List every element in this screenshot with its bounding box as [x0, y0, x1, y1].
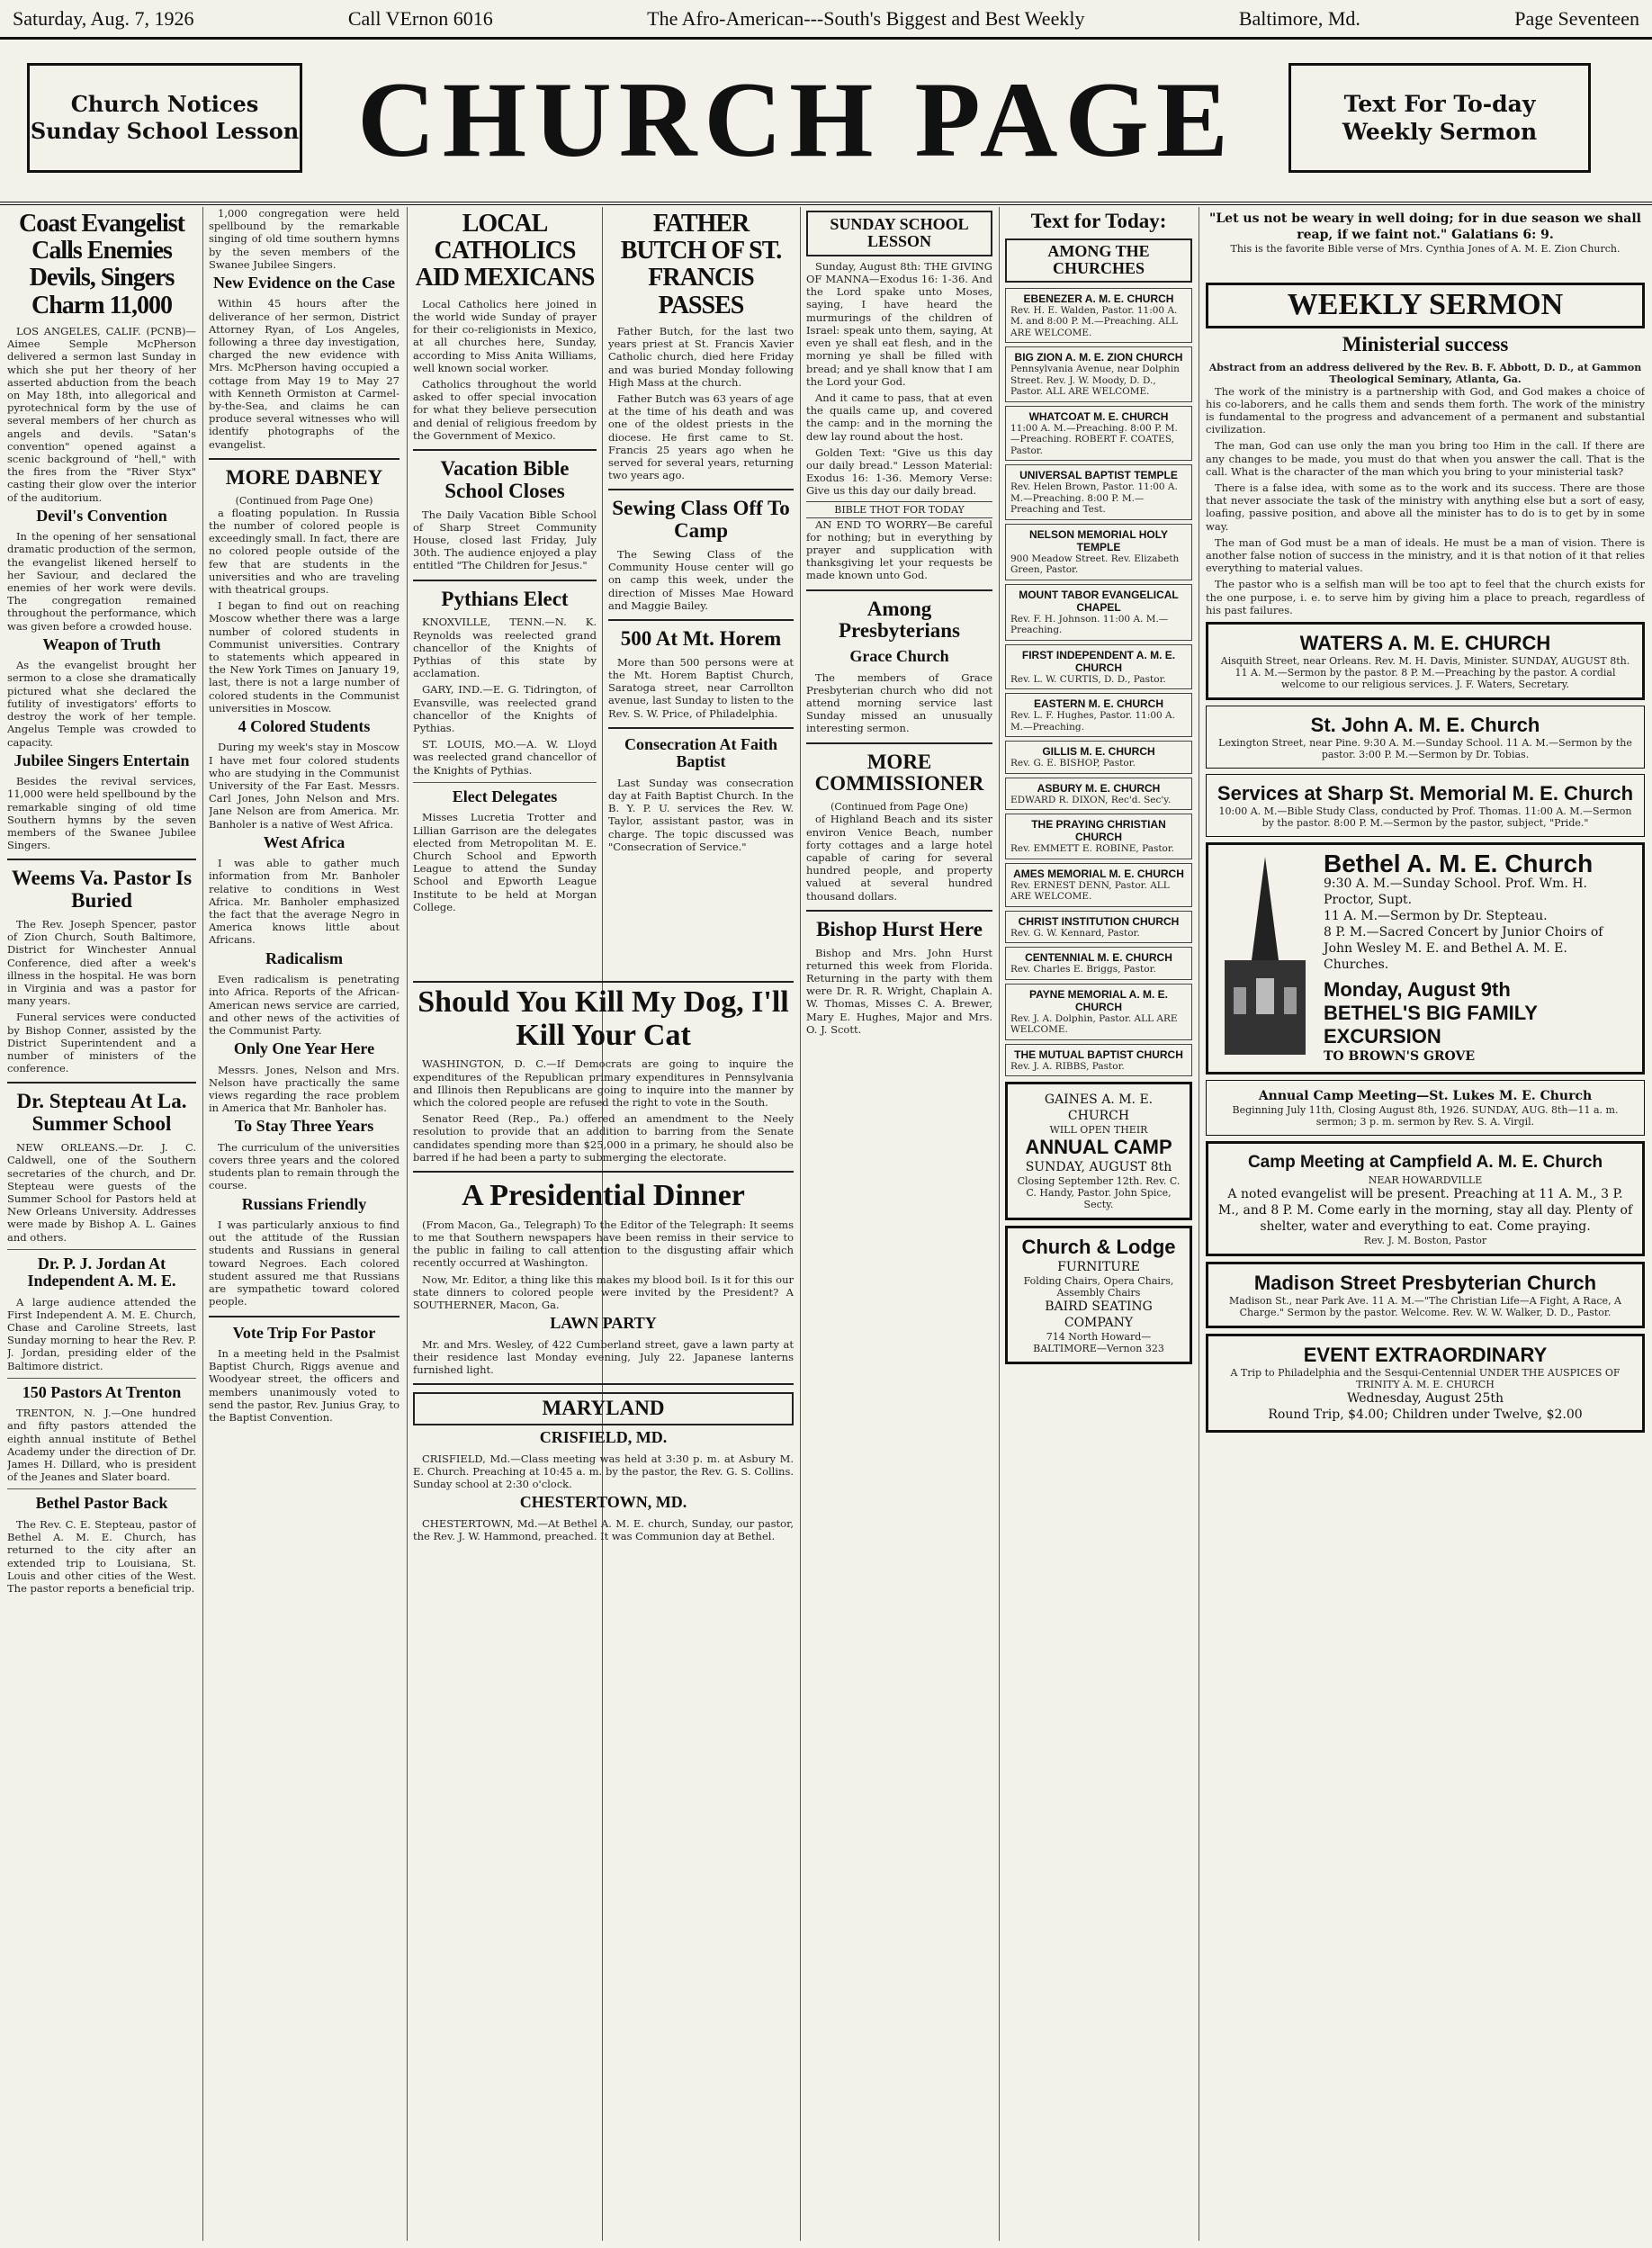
subhead: Radicalism [265, 949, 343, 967]
column-rule [202, 207, 203, 2241]
article-text: In the opening of her sensational dramatic production of the sermon, the evangelist likened herself to her Saviour, and declared the enemies of her work were devils. The congregation remained throughout the performance, which was given before a crowded house. [7, 530, 196, 633]
ad-line: Madison Street Presbyterian Church [1253, 1272, 1597, 1294]
ad-title: Camp Meeting at Campfield A. M. E. Church [1247, 1153, 1603, 1172]
ad-title: Annual Camp Meeting—St. Lukes M. E. Church [1258, 1089, 1593, 1103]
ad-line: 9:30 A. M.—Sunday School. Prof. Wm. H. Proctor, Supt. [1324, 877, 1588, 907]
column-5 [806, 207, 992, 2241]
church-services: 900 Meadow Street. Rev. Elizabeth Green, Pastor. [1010, 553, 1180, 576]
article-text: Within 45 hours after the deliverance of her sermon, District Attorney Ryan, of Los Angeles, following a three day investigation, charged the new evidence with Mrs. McPherson having occupied a cottage from May 19 to May 27 with Kenneth Ormiston at Carmel-by-the-Sea, and claims he can produce several witnesses who will identify photographs of the evangelist. [209, 297, 400, 451]
church-name: MOUNT TABOR EVANGELICAL CHAPEL [1019, 588, 1179, 614]
dateline-bar [0, 0, 1652, 40]
masthead-right-box [1288, 63, 1591, 173]
article-text: Father Butch, for the last two years priest at St. Francis Xavier Catholic church, died here Friday and was buried Monday following High Mass at the church. [608, 324, 794, 389]
article-text: Catholics throughout the world asked to offer special invocation for what they believe persecution and denial of religious freedom by the Government of Mexico. [413, 377, 597, 442]
church-services: EDWARD R. DIXON, Rec'd. Sec'y. [1010, 794, 1172, 805]
headline-mt-horem: 500 At Mt. Horem [620, 627, 782, 651]
church-services: Rev. L. F. Hughes, Pastor. 11:00 A. M.—Preaching. [1010, 710, 1175, 733]
article-text: NEW ORLEANS.—Dr. J. C. Caldwell, one of the Southern secretaries of the church, and Dr. Stepteau were guests of the Summer School for Pastors held at New Orleans University. Addresses were made by Bishop A. L. Gaines and others. [7, 1141, 196, 1244]
column-1 [7, 207, 196, 2241]
article-text: Mr. and Mrs. Wesley, of 422 Cumberland street, gave a lawn party at their residence last Monday evening, July 22. Japanese lanterns furnished light. [413, 1337, 794, 1377]
church-name: EASTERN M. E. CHURCH [1033, 697, 1163, 711]
subhead: Russians Friendly [241, 1194, 367, 1213]
subhead: CRISFIELD, MD. [539, 1428, 668, 1447]
article-text: 1,000 congregation were held spellbound by the remarkable singing of old time southern hymns by the seven members of the Swanee Jubilee Singers. [209, 207, 400, 271]
headline-bishop-hurst: Bishop Hurst Here [816, 917, 983, 940]
article-text: I was able to gather much information from Mr. Banholer relative to conditions in West Africa. Mr. Banholer emphasized the fact that the average Negro in America knows little about Africans. [209, 857, 400, 947]
ad-line: Closing September 12th. Rev. C. C. Handy, Pastor. John Spice, Secty. [1017, 1175, 1181, 1211]
church-services: Rev. J. A. Dolphin, Pastor. ALL ARE WELCOME. [1010, 1012, 1178, 1036]
headline-pythians: Pythians Elect [441, 587, 569, 610]
church-listing [1005, 741, 1192, 774]
article-text: As the evangelist brought her sermon to a close she dramatically pictured what she declared the futility of investigators' efforts to destroy the work of her temple. Angelus Temple was crowded to capacity. [7, 659, 196, 749]
article-text: of Highland Beach and its sister environ Venice Beach, number forty cottages and a large hotel capable of caring for several hundred people, and property valued at several hundred thousand dollars. [806, 813, 992, 903]
article-text: a floating population. In Russia the number of colored people is exceedingly small. In fact, there are no colored people outside of the few that are students in the universities and who are traveling with theatrical groups. [209, 506, 400, 596]
headline-more-commissioner: MORE COMMISSIONER [814, 750, 984, 796]
article-text: KNOXVILLE, TENN.—N. K. Reynolds was reelected grand chancellor of the Knights of Pythias of this state by acclamation. [413, 616, 597, 680]
text-for-today-head: Text for Today: [1030, 210, 1167, 232]
divider [7, 1378, 196, 1379]
church-services: Rev. H. E. Walden, Pastor. 11:00 A. M. and 8:00 P. M.—Preaching. ALL ARE WELCOME. [1010, 304, 1178, 338]
subhead: Jubilee Singers Entertain [13, 751, 190, 769]
headline-local-catholics: LOCAL CATHOLICS AID MEXICANS [415, 210, 595, 292]
divider [413, 580, 597, 581]
text-for-today-box [1206, 211, 1645, 274]
sermon-text: The man, God can use only the man you bring too Him in the call. If there are any changes to be made, you must do that when you answer the call. That is the call. What is the character of the man which you bring to your ministerial task? [1206, 439, 1645, 478]
ad-line: 8 P. M.—Sacred Concert by Junior Choirs of John Wesley M. E. and Bethel A. M. E. Churches. [1324, 925, 1603, 972]
ad-line: 10:00 A. M.—Bible Study Class, conducted by Prof. Thomas. 11:00 A. M.—Sermon by the pastor. 8:00 P. M.—Sermon by the pastor, subject, "Pride." [1218, 805, 1632, 829]
divider [7, 1249, 196, 1250]
subhead: Only One Year Here [233, 1039, 375, 1058]
divider [608, 619, 794, 621]
headline-faith-baptist: Consecration At Faith Baptist [624, 734, 777, 771]
article-text: I began to find out on reaching Moscow whether there was a large number of colored students in Communist universities. Contrary to statements which appeared in the New York Times on January 19, last, there is not a large number of colored students in the Communist universities in Moscow. [209, 599, 400, 715]
ad-line: Lexington Street, near Pine. 9:30 A. M.—Sunday School. 11 A. M.—Sermon by the pastor. 3:00 P. M.—Sermon by Dr. Tobias. [1218, 737, 1632, 760]
column-6 [1005, 207, 1192, 2241]
ad-title: Bethel A. M. E. Church [1324, 850, 1594, 877]
divider [7, 1082, 196, 1084]
left-box-line: Sunday School Lesson [30, 118, 300, 144]
church-name: NELSON MEMORIAL HOLY TEMPLE [1028, 527, 1168, 553]
church-services: Rev. G. E. BISHOP, Pastor. [1010, 758, 1136, 769]
ad-line: 714 North Howard—BALTIMORE—Vernon 323 [1033, 1331, 1164, 1355]
article-text: CRISFIELD, Md.—Class meeting was held at 3:30 p. m. at Asbury M. E. Church. Preaching at 10:45 a. m. by the pastor, the Rev. G. S. Collins. Sunday school at 2:30 o'clock. [413, 1452, 794, 1490]
left-box-line: Church Notices [70, 91, 259, 117]
text-quote: "Let us not be weary in well doing; for in due season we shall reap, if we faint not." Galatians 6: 9. [1209, 211, 1641, 242]
st-lukes-ad [1206, 1080, 1645, 1136]
article-text: Funeral services were conducted by Bishop Conner, assisted by the District Superintendent and a number of ministers of the conference. [7, 1011, 196, 1075]
article-text: And it came to pass, that at even the quails came up, and covered the camp: and in the morning the dew lay round about the host. [806, 391, 992, 443]
center-spread [413, 981, 794, 2243]
article-text: AN END TO WORRY—Be careful for nothing; but in everything by prayer and supplication with thanksgiving let your requests be made known unto God. [806, 517, 992, 582]
headline-kill-my-dog: Should You Kill My Dog, I'll Kill Your Cat [417, 985, 789, 1052]
ad-line: 11 A. M.—Sermon by Dr. Stepteau. [1324, 909, 1548, 923]
article-text: In a meeting held in the Psalmist Baptist Church, Riggs avenue and Woodyear street, the officers and members unanimously voted to send the pastor, Rev. Junius Gray, to the Baptist Convention. [209, 1346, 400, 1424]
article-text: Messrs. Jones, Nelson and Mrs. Nelson have practically the same views regarding the race problem in America that Mr. Banholer has. [209, 1063, 400, 1115]
church-listing [1005, 778, 1192, 811]
headline-more-dabney: MORE DABNEY [225, 465, 383, 489]
ad-title: ANNUAL CAMP [1025, 1136, 1172, 1159]
gaines-camp-ad [1005, 1082, 1192, 1220]
divider [806, 589, 992, 591]
article-text: During my week's stay in Moscow I have met four colored students who are studying in the Communist University of the Far East. Messrs. Carl Jones, John Nelson and Mrs. Jane Nelson are from America. Mr. Banholer is a native of West Africa. [209, 741, 400, 831]
phone-number: Call VErnon 6016 [347, 6, 493, 30]
ad-line: SUNDAY, AUGUST 8th [1025, 1160, 1172, 1175]
divider [7, 859, 196, 860]
church-name: THE PRAYING CHRISTIAN CHURCH [1031, 818, 1166, 844]
sermon-subhead: Ministerial success [1342, 332, 1509, 355]
column-rule [407, 207, 408, 2241]
divider [608, 489, 794, 490]
divider [608, 727, 794, 729]
subhead: CHESTERTOWN, MD. [519, 1493, 687, 1512]
article-text: The members of Grace Presbyterian church who did not attend morning service last Sunday missed an unusually interesting sermon. [806, 670, 992, 735]
divider [413, 449, 597, 451]
church-services: 11:00 A. M.—Preaching. 8:00 P. M.—Preaching. ROBERT F. COATES, Pastor. [1010, 422, 1178, 456]
church-name: WHATCOAT M. E. CHURCH [1028, 409, 1169, 423]
headline-trenton: 150 Pastors At Trenton [22, 1382, 182, 1401]
article-text: Last Sunday was consecration day at Faith Baptist Church. In the B. Y. P. U. services the Rev. W. Taylor, assistant pastor, was in charge. The topic discussed was "Consecration of Service." [608, 776, 794, 853]
madison-church-ad [1206, 1262, 1645, 1328]
issue-date: Saturday, Aug. 7, 1926 [13, 6, 194, 30]
headline-bethel-pastor: Bethel Pastor Back [35, 1494, 168, 1513]
page-title: CHURCH PAGE [357, 59, 1235, 179]
ad-line: A Trip to Philadelphia and the Sesqui-Centennial UNDER THE AUSPICES OF TRINITY A. M. E. CHURCH [1230, 1367, 1621, 1390]
church-name: THE MUTUAL BAPTIST CHURCH [1014, 1048, 1183, 1061]
column-7 [1206, 279, 1645, 2241]
article-text: Father Butch was 63 years of age at the time of his death and was one of the oldest priests in the diocese. He first came to St. Francis 25 years ago when he served for several years, returning two years ago. [608, 391, 794, 482]
headline-father-butch: FATHER BUTCH OF ST. FRANCIS PASSES [620, 210, 782, 319]
article-text: Bishop and Mrs. John Hurst returned this week from Florida. Returning in the party with them were Dr. R. R. Wright, Chaplain A. W. Thomas, Misses C. A. Brewer, Mary E. Hughes, Major and Mrs. O. J. Scott. [806, 946, 992, 1036]
ad-line: Round Trip, $4.00; Children under Twelve, $2.00 [1268, 1407, 1583, 1422]
ad-line: Rev. J. M. Boston, Pastor [1363, 1235, 1487, 1246]
church-listing [1005, 288, 1192, 344]
church-listing [1005, 346, 1192, 402]
church-services: Rev. Charles E. Briggs, Pastor. [1010, 964, 1156, 976]
church-name: GILLIS M. E. CHURCH [1042, 745, 1155, 759]
headline-weekly-sermon: WEEKLY SERMON [1206, 283, 1645, 328]
church-listing [1005, 464, 1192, 520]
ad-line: Madison St., near Park Ave. 11 A. M.—"The Christian Life—A Fight, A Race, A Charge." Sermon by the pastor. Welcome. Rev. W. W. Walker, D. D., Pastor. [1228, 1295, 1622, 1318]
article-text: Besides the revival services, 11,000 were held spellbound by the remarkable singing of old time Southern hymns by the seven members of the Swanee Jubilee Singers. [7, 775, 196, 852]
church-name: CHRIST INSTITUTION CHURCH [1018, 914, 1180, 928]
paper-name: The Afro-American---South's Biggest and Best Weekly [647, 6, 1085, 30]
church-services: Rev. Helen Brown, Pastor. 11:00 A. M.—Preaching. 8:00 P. M.—Preaching and Test. [1010, 481, 1178, 516]
right-box-line: Weekly Sermon [1342, 119, 1538, 145]
church-services: Rev. F. H. Johnson. 11:00 A. M.—Preaching. [1010, 613, 1169, 636]
sermon-abstract: Abstract from an address delivered by the Rev. B. F. Abbott, D. D., at Gammon Theological Seminary, Atlanta, Ga. [1208, 361, 1642, 385]
bible-thot-label: BIBLE THOT FOR TODAY [806, 501, 992, 518]
headline-weems-pastor: Weems Va. Pastor Is Buried [11, 867, 193, 913]
ad-title: Church & Lodge [1021, 1236, 1176, 1259]
column-rule [800, 207, 801, 2241]
article-text: Now, Mr. Editor, a thing like this makes my blood boil. Is it for this our state dinners to colored people were invited by the President? A SOUTHERNER, Macon, Ga. [413, 1272, 794, 1311]
sharp-street-ad [1206, 774, 1645, 837]
article-text: The Rev. Joseph Spencer, pastor of Zion Church, South Baltimore, District for Winchester Annual Conference, died after a week's illness in the hospital. He was born in Virginia and was a pastor for many years. [7, 918, 196, 1008]
church-services: Rev. J. A. RIBBS, Pastor. [1010, 1060, 1125, 1072]
ad-title: St. John A. M. E. Church [1310, 714, 1540, 736]
divider [806, 742, 992, 744]
church-listing [1005, 406, 1192, 462]
ad-line: WILL OPEN THEIR [1049, 1124, 1148, 1137]
ad-title: Services at Sharp St. Memorial M. E. Church [1217, 782, 1634, 805]
subhead: New Evidence on the Case [213, 274, 395, 292]
subhead: Grace Church [849, 647, 949, 666]
church-listing [1005, 911, 1192, 944]
church-listing [1005, 693, 1192, 737]
church-name: PAYNE MEMORIAL A. M. E. CHURCH [1028, 987, 1169, 1013]
article-text: TRENTON, N. J.—One hundred and fifty pastors attended the eighth annual institute of Bethel Academy under the direction of Dr. James H. Dillard, who is president of the Jeanes and Slater board. [7, 1407, 196, 1484]
church-services: Rev. ERNEST DENN, Pastor. ALL ARE WELCOME. [1010, 879, 1170, 903]
column-4 [608, 207, 794, 972]
column-rule [999, 207, 1000, 2241]
church-lodge-furniture-ad [1005, 1226, 1192, 1364]
article-text: CHESTERTOWN, Md.—At Bethel A. M. E. church, Sunday, our pastor, the Rev. J. W. Hammond, preached. It was Communion day at Bethel. [413, 1516, 794, 1542]
headline-coast-evangelist: Coast Evangelist Calls Enemies Devils, Singers Charm 11,000 [19, 210, 184, 319]
article-text: The Daily Vacation Bible School of Sharp Street Community House, closed last Friday, July 30th. The audience enjoyed a play entitled "The Children for Jesus." [413, 508, 597, 572]
headline-vacation-bible: Vacation Bible School Closes [440, 456, 570, 502]
ad-line: TO BROWN'S GROVE [1324, 1049, 1476, 1064]
headline-sewing-class: Sewing Class Off To Camp [612, 497, 790, 543]
divider [7, 1488, 196, 1489]
headline-maryland: MARYLAND [413, 1392, 794, 1425]
church-services: Rev. G. W. Kennard, Pastor. [1010, 927, 1140, 939]
article-text: Misses Lucretia Trotter and Lillian Garrison are the delegates elected from Metropolitan M. E. Church School and Epworth League to attend the Sunday School and Epworth League Institute to be held at Morgan College. [413, 811, 597, 913]
article-text: Senator Reed (Rep., Pa.) offered an amendment to the Neely resolution to provide that an addition to barring from the Senate candidates spending more than $25,000 in a primary, he should also be barred if he had been a party to submerging the electorate. [413, 1112, 794, 1164]
article-text: A large audience attended the First Independent A. M. E. Church, Chase and Caroline Streets, last Sunday morning to hear the Rev. P. J. Jordan, presiding elder of the Baltimore district. [7, 1295, 196, 1372]
church-listings [1005, 288, 1192, 1077]
ad-line: FURNITURE [1057, 1260, 1140, 1275]
sermon-text: The man of God must be a man of ideals. He must be a man of vision. There is another false notion of success in the ministry, and it is that notion of it that relies everything to material values. [1206, 535, 1645, 575]
subhead: 4 Colored Students [238, 716, 371, 735]
church-name: FIRST INDEPENDENT A. M. E. CHURCH [1021, 648, 1176, 674]
headline-presbyterians: Among Presbyterians [838, 597, 960, 643]
headline-vote-trip: Vote Trip For Pastor [232, 1323, 376, 1342]
divider [413, 1171, 794, 1173]
divider [209, 458, 400, 460]
text-note: This is the favorite Bible verse of Mrs. Cynthia Jones of A. M. E. Zion Church. [1230, 243, 1621, 255]
column-3 [413, 207, 597, 972]
ad-line: EVENT EXTRAORDINARY [1303, 1344, 1548, 1366]
article-text: GARY, IND.—E. G. Tidrington, of Evansville, was reelected grand chancellor of the Knights of Pythias. [413, 683, 597, 735]
church-listing [1005, 984, 1192, 1040]
article-text: WASHINGTON, D. C.—If Democrats are going to inquire the expenditures of the Republican primary expenditures in Pennsylvania and Illinois then Republicans are going to inquire into the manner by which the colored people are refused the right to vote in the South. [413, 1057, 794, 1110]
article-text: Local Catholics here joined in the world wide Sunday of prayer for their co-religionists in Mexico, at all churches here, Sunday, according to Miss Anita Williams, well known social worker. [413, 297, 597, 374]
article-text: More than 500 persons were at the Mt. Horem Baptist Church, Saratoga street, near Carrollton avenue, last Sunday to listen to the Rev. S. W. Price, of Philadelphia. [608, 655, 794, 720]
ad-line: NEAR HOWARDVILLE [1368, 1174, 1483, 1186]
subhead: Weapon of Truth [42, 634, 161, 653]
ad-line: Beginning July 11th, Closing August 8th, 1926. SUNDAY, AUG. 8th—11 a. m. sermon; 3 p. m. sermon by Rev. S. A. Virgil. [1232, 1104, 1619, 1128]
divider [413, 782, 597, 783]
column-2 [209, 207, 400, 2241]
campfield-ad [1206, 1141, 1645, 1256]
article-text: Even radicalism is penetrating into Africa. Reports of the African-American news service are carried, and other news of the activities of the Communist Party. [209, 973, 400, 1037]
ad-line: BETHEL'S BIG FAMILY EXCURSION [1324, 1002, 1538, 1048]
church-name: ASBURY M. E. CHURCH [1037, 781, 1161, 795]
divider [413, 1383, 794, 1385]
ad-title: WATERS A. M. E. CHURCH [1299, 632, 1551, 654]
church-listing [1005, 524, 1192, 580]
ad-line: Monday, August 9th [1324, 978, 1511, 1001]
sermon-text: The pastor who is a selfish man will be too apt to feel that the church exists for the one purpose, i. e. to serve him by giving him a place to preach, regardless of his past failures. [1206, 578, 1645, 616]
church-listing [1005, 644, 1192, 690]
article-text: The curriculum of the universities covers three years and the colored students plan to remain through the course. [209, 1140, 400, 1192]
church-listing [1005, 584, 1192, 641]
masthead-left-box [27, 63, 302, 173]
ad-line: A noted evangelist will be present. Preaching at 11 A. M., 3 P. M., and 8 P. M. Come early in the morning, stay all day. Plenty of shelter, water and everything to eat. Come praying. [1217, 1187, 1633, 1234]
article-text: ST. LOUIS, MO.—A. W. Lloyd was reelected grand chancellor of the Knights of Pythias. [413, 738, 597, 777]
article-text: I was particularly anxious to find out the attitude of the Russian students and Russians in general toward Negroes. Each colored student assured me that Russians are sympathetic toward colored people. [209, 1218, 400, 1308]
ad-line: GAINES A. M. E. CHURCH [1044, 1093, 1154, 1124]
headline-jordan: Dr. P. J. Jordan At Independent A. M. E. [27, 1254, 176, 1290]
church-name: AMES MEMORIAL M. E. CHURCH [1013, 867, 1184, 880]
church-listing [1005, 863, 1192, 907]
divider [209, 1316, 400, 1317]
church-listing [1005, 947, 1192, 980]
article-text: LOS ANGELES, CALIF. (PCNB)—Aimee Semple McPherson delivered a sermon last Sunday in which she put her theory of her asserted abduction from the beach on May 18th, into allegorical and pyrotechnical form by the use of several members of her church as angels and devils. "Satan's convention" opened against a scenic background of "hell," with the fires from the "River Styx" casting their glow over the interior of the auditorium. [7, 324, 196, 504]
church-services: Pennsylvania Avenue, near Dolphin Street. Rev. J. W. Moody, D. D., Pastor. ALL ARE WELCOME. [1010, 364, 1180, 398]
church-services: Rev. L. W. CURTIS, D. D., Pastor. [1010, 673, 1166, 685]
headline-elect-delegates: Elect Delegates [452, 787, 558, 805]
st-john-ad [1206, 706, 1645, 769]
subhead: Devil's Convention [36, 506, 167, 525]
ad-line: BAIRD SEATING COMPANY [1045, 1299, 1153, 1331]
city-name: Baltimore, Md. [1238, 6, 1360, 30]
ad-line: Aisquith Street, near Orleans. Rev. M. H. Davis, Minister. SUNDAY, AUGUST 8th. 11 A. M.—Sermon by the pastor. 8 P. M.—Preaching by the pastor. A cordial welcome to our religious services. J. F. Waters, Secretary. [1220, 655, 1630, 690]
headline-among-churches: AMONG THE CHURCHES [1005, 238, 1192, 283]
sermon-text: There is a false idea, with some as to the work and its success. There are those that never associate the task of the ministry with anything else but a sort of easy, loafing, passive position, and above all the minister has to do is to get by in some way. [1206, 481, 1645, 533]
bethel-church-ad [1206, 842, 1645, 1075]
headline-stepteau: Dr. Stepteau At La. Summer School [16, 1090, 187, 1136]
article-text: The Sewing Class of the Community House center will go on camp this week, under the direction of Misses Mae Howard and Maggie Bailey. [608, 548, 794, 612]
subhead: To Stay Three Years [234, 1117, 374, 1136]
waters-church-ad [1206, 622, 1645, 700]
church-name: EBENEZER A. M. E. CHURCH [1023, 292, 1174, 305]
headline-sunday-school: SUNDAY SCHOOL LESSON [806, 211, 992, 256]
church-name: UNIVERSAL BAPTIST TEMPLE [1019, 469, 1178, 482]
continued-note: (Continued from Page One) [830, 801, 968, 814]
sermon-text: The work of the ministry is a partnership with God, and God makes a choice of his co-laborers, and he calls them and sends them forth. The work of the ministry is fundamental to the progress and advancement of a permanent and substantial civilization. [1206, 384, 1645, 436]
right-box-line: Text For To-day [1343, 91, 1536, 117]
article-text: Sunday, August 8th: THE GIVING OF MANNA—Exodus 16: 1-36. And the Lord spake unto Moses, saying, I have heard the murmurings of the children of Israel: speak unto them, saying, At even ye shall eat flesh, and in the morning ye shall be filled with bread; and ye shall know that I am the Lord your God. [806, 259, 992, 388]
church-listing [1005, 814, 1192, 859]
church-services: Rev. EMMETT E. ROBINE, Pastor. [1010, 843, 1175, 855]
event-extraordinary-ad [1206, 1334, 1645, 1433]
ad-line: Folding Chairs, Opera Chairs, Assembly Chairs [1023, 1275, 1174, 1299]
article-text: The Rev. C. E. Stepteau, pastor of Bethel A. M. E. Church, has returned to the city after an extended trip to Louisiana, St. Louis and other cities of the West. The pastor reports a beneficial trip. [7, 1517, 196, 1595]
church-name: BIG ZION A. M. E. ZION CHURCH [1014, 351, 1183, 364]
article-text: Golden Text: "Give us this day our daily bread." Lesson Material: Exodus 16: 1-36. Memory Verse: Give us this day our daily bread. [806, 445, 992, 498]
ad-line: Wednesday, August 25th [1346, 1391, 1504, 1406]
subhead: West Africa [263, 832, 346, 851]
divider [806, 910, 992, 912]
article-text: (From Macon, Ga., Telegraph) To the Editor of the Telegraph: It seems to me that Southern newspapers have been remiss in their service to the public in failing to call attention to the disgusting affair which recently occurred at Washington. [413, 1218, 794, 1270]
church-steeple-icon [1216, 852, 1315, 1059]
headline-presidential-dinner: A Presidential Dinner [462, 1179, 745, 1213]
church-listing [1005, 1044, 1192, 1077]
church-name: CENTENNIAL M. E. CHURCH [1025, 951, 1172, 965]
page-number: Page Seventeen [1514, 6, 1639, 30]
continued-note: (Continued from Page One) [235, 494, 373, 507]
subhead: LAWN PARTY [550, 1314, 657, 1333]
